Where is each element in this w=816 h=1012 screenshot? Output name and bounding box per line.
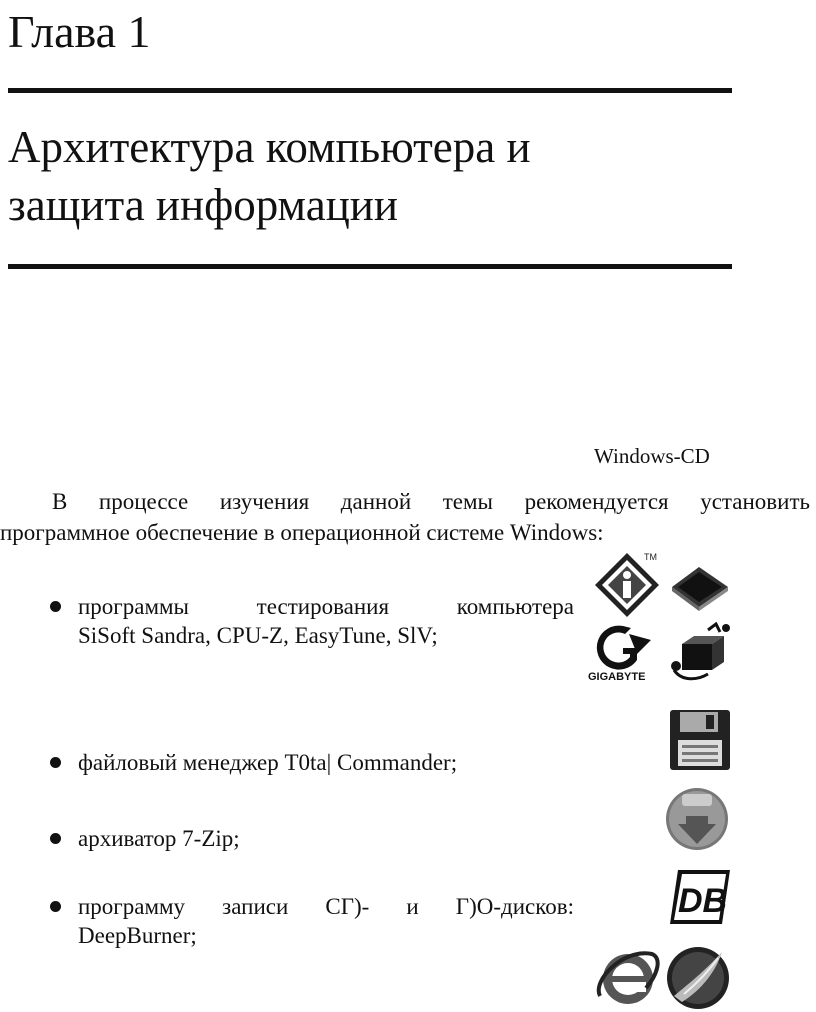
- bullet-icon: [50, 901, 61, 912]
- list-item-disc-burner: [50, 892, 574, 950]
- deepburner-label: DB: [678, 882, 728, 920]
- list-item-line1: файловый менеджер T0ta| Commander;: [78, 750, 458, 775]
- list-item-line1: архиватор 7-Zip;: [78, 826, 240, 851]
- list-item-archiver: [50, 824, 574, 853]
- siv-icon: [668, 622, 734, 684]
- list-item-line1: программы тестирования компьютера: [78, 594, 574, 619]
- total-commander-floppy-icon: [668, 708, 732, 772]
- bullet-icon: [50, 833, 61, 844]
- list-item-line2: DeepBurner;: [78, 923, 197, 948]
- chapter-title-line2: защита информации: [8, 180, 398, 230]
- gigabyte-label: GIGABYTE: [588, 671, 646, 683]
- cd-label: Windows-CD: [594, 444, 710, 468]
- list-item-testing-programs: [50, 592, 574, 650]
- 7zip-archiver-icon: [664, 786, 730, 852]
- deepburner-icon: [668, 866, 732, 928]
- intro-line2: программное обеспечение в операционной системе Windows:: [0, 520, 604, 545]
- internet-explorer-icon: [594, 944, 662, 1010]
- chapter-number: Глава 1: [8, 6, 151, 57]
- chapter-title: [8, 118, 748, 234]
- sisoft-sandra-icon: [592, 550, 662, 620]
- intro-paragraph: [0, 486, 810, 548]
- bullet-icon: [50, 757, 61, 768]
- bullet-icon: [50, 601, 61, 612]
- top-rule: [8, 88, 732, 93]
- list-item-line1: программу записи СГ)- и Г)О-дисков:: [78, 894, 574, 919]
- chapter-title-line1: Архитектура компьютера и: [8, 122, 531, 172]
- browser-globe-icon: [664, 944, 732, 1010]
- bottom-rule: [8, 264, 732, 269]
- gigabyte-easytune-icon: [585, 620, 663, 686]
- list-item-line2: SiSoft Sandra, CPU-Z, EasyTune, SlV;: [78, 623, 438, 648]
- trademark-label: TM: [644, 552, 657, 562]
- intro-line1: В процессе изучения данной темы рекомендуется установить: [52, 489, 810, 514]
- cpu-chip-icon: [666, 555, 732, 615]
- list-item-file-manager: [50, 748, 574, 777]
